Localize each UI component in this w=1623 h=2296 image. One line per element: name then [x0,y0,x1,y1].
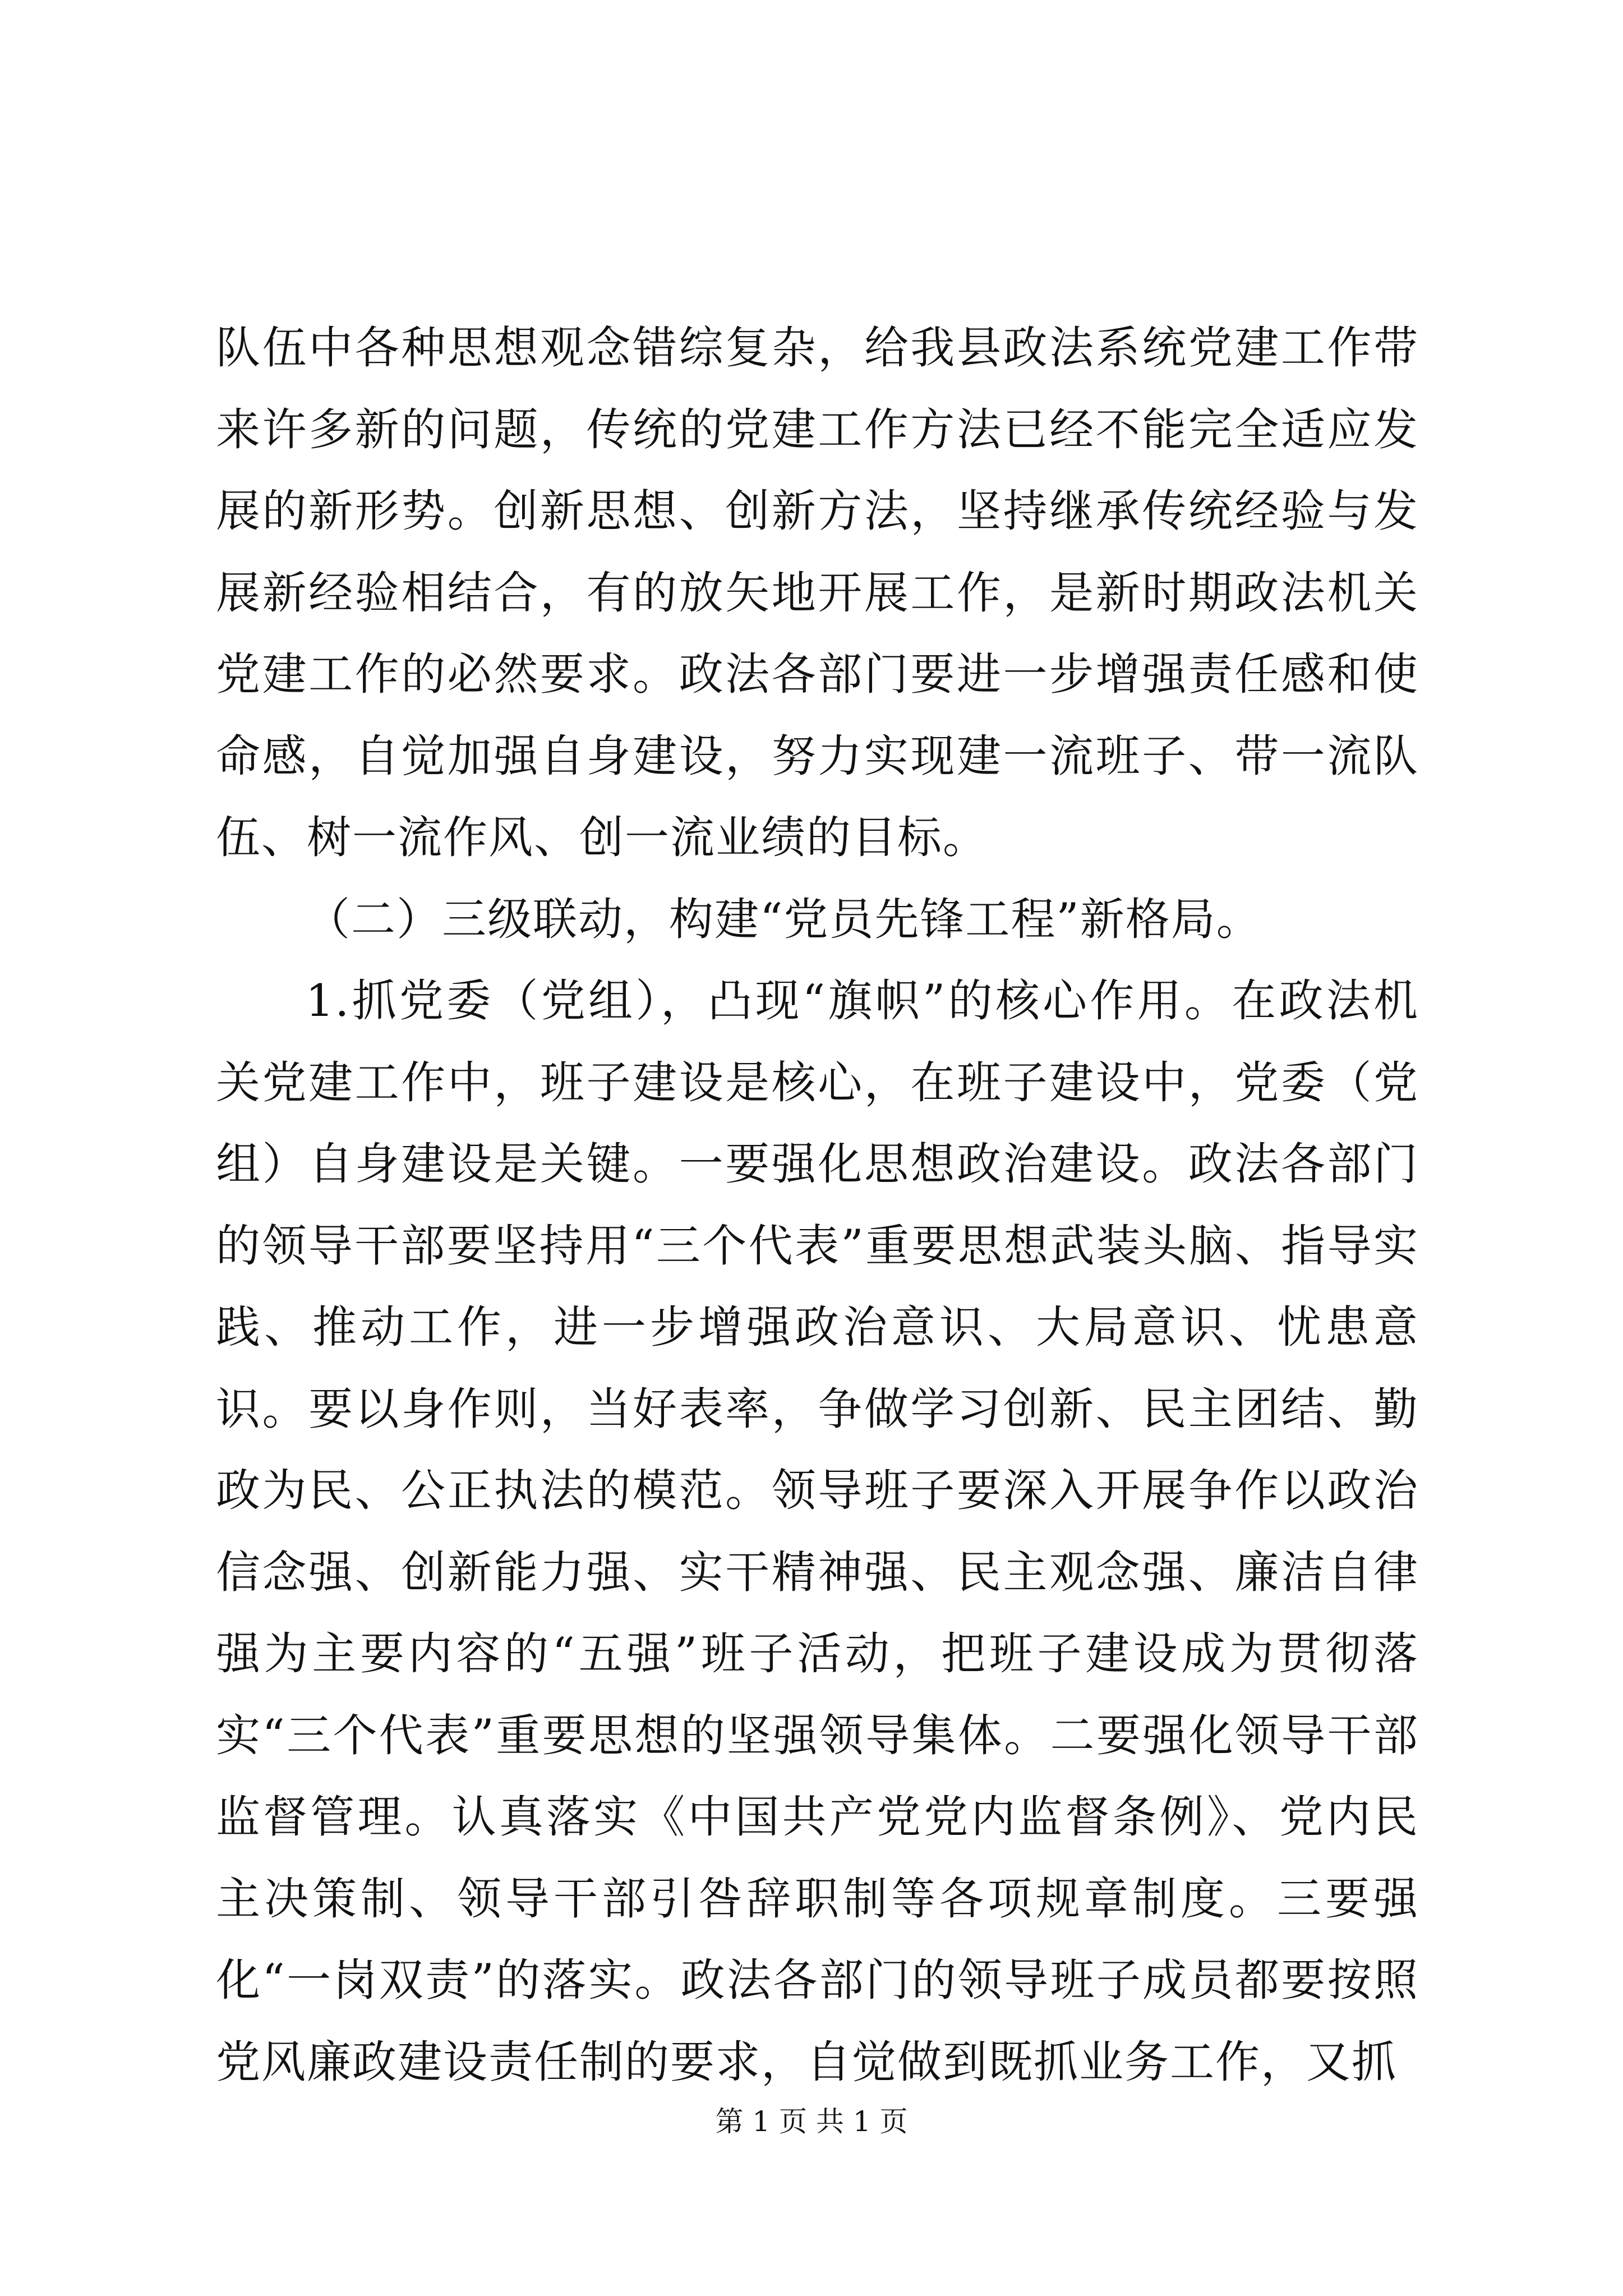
section-heading: （二）三级联动，构建“党员先锋工程”新格局。 [306,893,1262,945]
paragraph-continuation: 队伍中各种思想观念错综复杂，给我县政法系统党建工作带来许多新的问题，传统的党建工作方法已经不能完全适应发展的新形势。创新思想、创新方法，坚持继承传统经验与发展新经验相结合，有的放矢地开展工作，是新时期政法机关党建工作的必然要求。政法各部门要进一步增强责任感和使命感，自觉加强自身建设，努力实现建一流班子、带一流队伍、树一流作风、创一流业绩的目标。 [216,322,1419,863]
paragraph-item-1: 1.抓党委（党组），凸现“旗帜”的核心作用。在政法机关党建工作中，班子建设是核心，在班子建设中，党委（党组）自身建设是关键。一要强化思想政治建设。政法各部门的领导干部要坚持用“三个代表”重要思想武装头脑、指导实践、推动工作，进一步增强政治意识、大局意识、忧患意识。要以身作则，当好表率，争做学习创新、民主团结、勤政为民、公正执法的模范。领导班子要深入开展争作以政治信念强、创新能力强、实干精神强、民主观念强、廉洁自律强为主要内容的“五强”班子活动，把班子建设成为贯彻落实“三个代表”重要思想的坚强领导集体。二要强化领导干部监督管理。认真落实《中国共产党党内监督条例》、党内民主决策制、领导干部引咎辞职制等各项规章制度。三要强化“一岗双责”的落实。政法各部门的领导班子成员都要按照党风廉政建设责任制的要求，自觉做到既抓业务工作，又抓 [216,975,1419,2088]
document-body [216,307,1419,2103]
page-number-footer: 第 1 页 共 1 页 [715,2105,908,2138]
